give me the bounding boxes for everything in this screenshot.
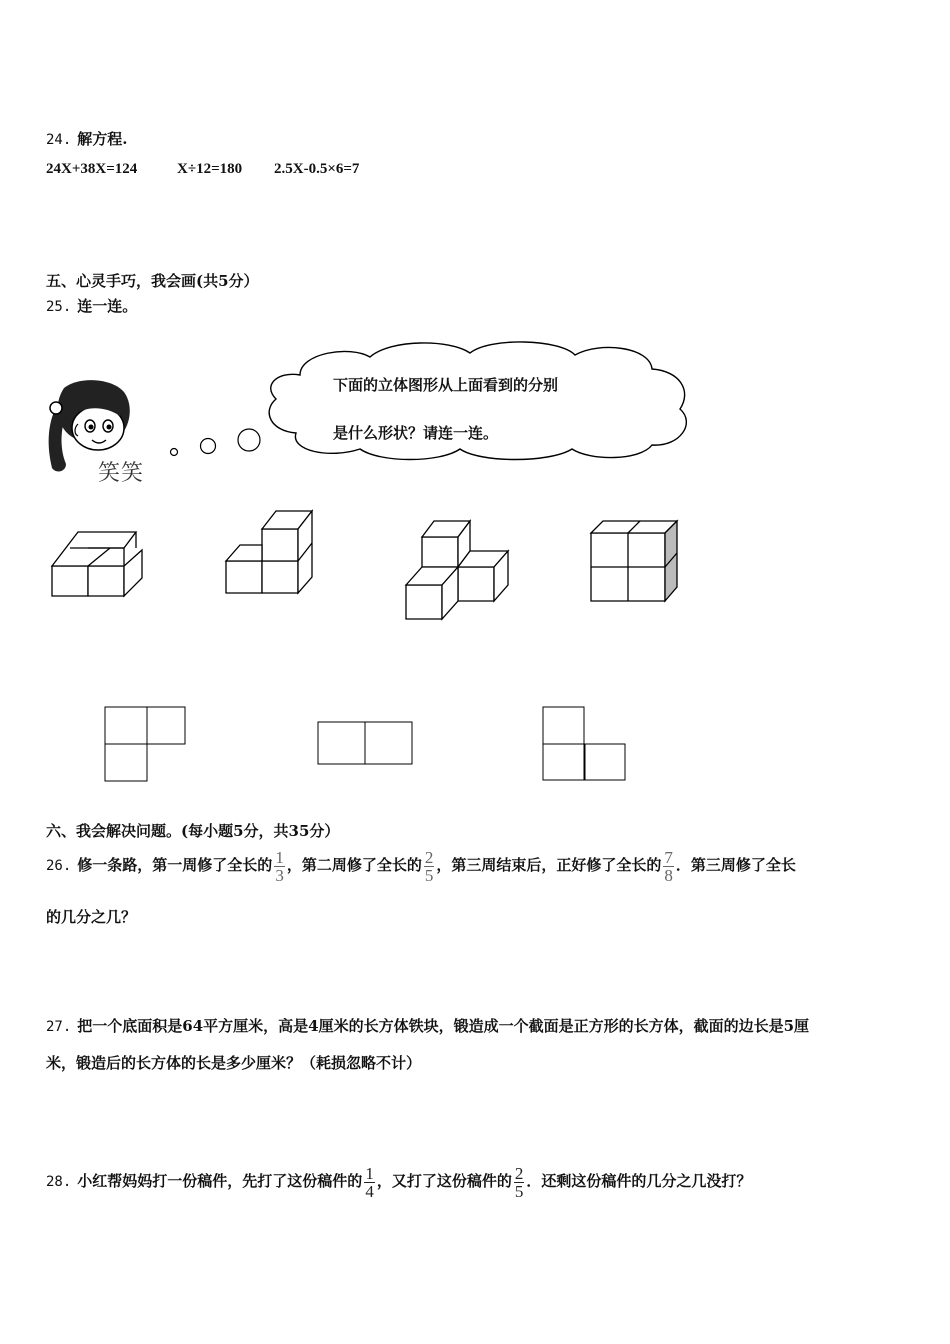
q26-frac2-num: 2 <box>424 847 434 867</box>
q26-frac3-den: 8 <box>664 865 673 885</box>
q25-title: 连一连。 <box>77 297 138 315</box>
q28-frac1-den: 4 <box>365 1181 374 1201</box>
q28-line <box>46 1155 751 1208</box>
q25-heading <box>46 295 137 316</box>
solid-figure-1 <box>40 520 160 610</box>
q26-frac3-num: 7 <box>664 847 673 867</box>
q26-frac2-den: 5 <box>424 865 434 885</box>
q26-text-2: ，第二周修了全长的 <box>286 856 422 874</box>
q26-line-2: 的几分之几？ <box>46 908 137 926</box>
solid-figure-3 <box>400 515 520 630</box>
q26-frac1-den: 3 <box>275 865 284 885</box>
bubble-line-1: 下面的立体图形从上面看到的分别 <box>333 376 559 394</box>
q26-number: 26. <box>46 858 72 874</box>
q24-equation-3: 2.5X-0.5×6=7 <box>274 161 360 177</box>
top-view-3 <box>538 700 633 790</box>
q26-fraction-1 <box>274 849 285 884</box>
section6-heading: 六、我会解决问题。(每小题5分，共35分） <box>46 822 340 840</box>
thought-dots <box>160 420 270 460</box>
q26-text-3: ，第三周结束后，正好修了全长的 <box>436 856 662 874</box>
solid-figure-4 <box>585 515 685 610</box>
q28-number: 28. <box>46 1174 72 1190</box>
q26-line-1 <box>46 840 796 891</box>
q27-number: 27. <box>46 1019 72 1035</box>
q28-text-2: ，又打了这份稿件的 <box>376 1172 512 1190</box>
q26-text-4: ．第三周修了全长 <box>675 856 796 874</box>
q28-frac1-num: 1 <box>365 1163 374 1183</box>
q25-number: 25. <box>46 299 72 315</box>
q24-equation-1: 24X+38X=124 <box>46 161 138 177</box>
q28-fraction-1 <box>364 1165 375 1200</box>
q27-line-2: 米，锻造后的长方体的长是多少厘米？（耗损忽略不计） <box>46 1054 422 1072</box>
section5-heading: 五、心灵手巧，我会画(共5分） <box>46 272 259 290</box>
top-view-2 <box>312 716 422 771</box>
bubble-line-2: 是什么形状？请连一连。 <box>333 424 499 442</box>
q26-text-1: 修一条路，第一周修了全长的 <box>77 856 273 874</box>
q24-heading <box>46 128 128 149</box>
q24-title: 解方程. <box>77 130 128 148</box>
q28-fraction-2 <box>514 1165 525 1200</box>
q24-equation-2: X÷12=180 <box>177 161 243 177</box>
q27-line-1 <box>46 1015 809 1036</box>
q26-fraction-3 <box>663 849 674 884</box>
q26-frac1-num: 1 <box>275 847 284 867</box>
q27-text-1: 把一个底面积是64平方厘米，高是4厘米的长方体铁块，锻造成一个截面是正方形的长方体，截面的边长是5厘 <box>77 1017 810 1035</box>
top-view-1 <box>100 700 195 790</box>
character-name: 笑笑 <box>98 461 145 486</box>
q28-text-1: 小红帮妈妈打一份稿件，先打了这份稿件的 <box>77 1172 363 1190</box>
q28-frac2-den: 5 <box>514 1181 524 1201</box>
q24-number: 24. <box>46 132 72 148</box>
speech-cloud <box>260 335 700 465</box>
solid-figure-2 <box>220 505 330 605</box>
q26-fraction-2 <box>424 849 435 884</box>
q28-text-3: ．还剩这份稿件的几分之几没打？ <box>526 1172 752 1190</box>
q28-frac2-num: 2 <box>514 1163 524 1183</box>
